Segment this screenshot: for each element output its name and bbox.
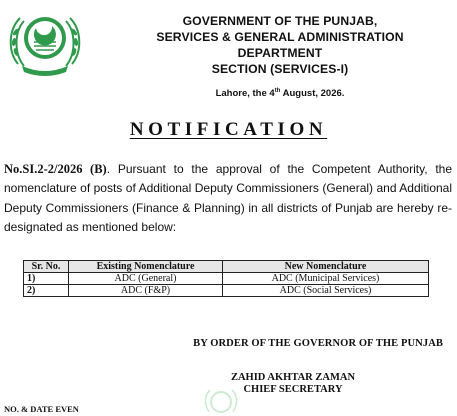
- reference-number: No.SI.2-2/2026 (B): [4, 162, 107, 176]
- body-text: . Pursuant to the approval of the Competent Authority, the nomenclature of posts of Additional Deputy Commissioners (General) and Additional Deputy Commissioners (Finance & Planning) in all districts of Punjab are hereby re-designated as mentioned below:: [4, 162, 452, 234]
- header-line-section: SECTION (SERVICES-I): [211, 62, 349, 76]
- signatory-title: CHIEF SECRETARY: [243, 384, 343, 395]
- footer-reference: NO. & DATE EVEN: [4, 404, 79, 414]
- table-row: [24, 285, 429, 297]
- cell-new: ADC (Social Services): [223, 285, 429, 297]
- header-line-department: DEPARTMENT: [237, 46, 323, 60]
- header-line-services: SERVICES & GENERAL ADMINISTRATION: [156, 30, 404, 44]
- table-header-row: [24, 261, 429, 273]
- issue-date-prefix: Lahore, the 4: [215, 88, 275, 100]
- cell-sr-no: 2): [24, 285, 69, 297]
- cell-sr-no: 1): [24, 273, 69, 285]
- column-header-existing: Existing Nomenclature: [69, 261, 223, 273]
- column-header-sr-no: Sr. No.: [24, 261, 69, 273]
- nomenclature-table: [23, 260, 429, 297]
- issue-date-rest: August, 2026.: [280, 88, 345, 100]
- order-line: BY ORDER OF THE GOVERNOR OF THE PUNJAB: [193, 338, 443, 349]
- issue-date-suffix-ordinal: th: [274, 88, 281, 94]
- header-line-government: GOVERNMENT OF THE PUNJAB,: [182, 14, 378, 28]
- cell-existing: ADC (General): [69, 273, 223, 285]
- issue-date: [110, 88, 450, 99]
- cell-new: ADC (Municipal Services): [223, 273, 429, 285]
- column-header-new: New Nomenclature: [223, 261, 429, 273]
- notification-title: NOTIFICATION: [129, 119, 328, 140]
- cell-existing: ADC (F&P): [69, 285, 223, 297]
- signatory-name: ZAHID AKHTAR ZAMAN: [230, 372, 356, 383]
- watermark-emblem-icon: [204, 386, 238, 416]
- notification-body: [4, 160, 452, 237]
- header-block: [110, 13, 450, 77]
- government-emblem-icon: [4, 6, 86, 78]
- table-row: [24, 273, 429, 285]
